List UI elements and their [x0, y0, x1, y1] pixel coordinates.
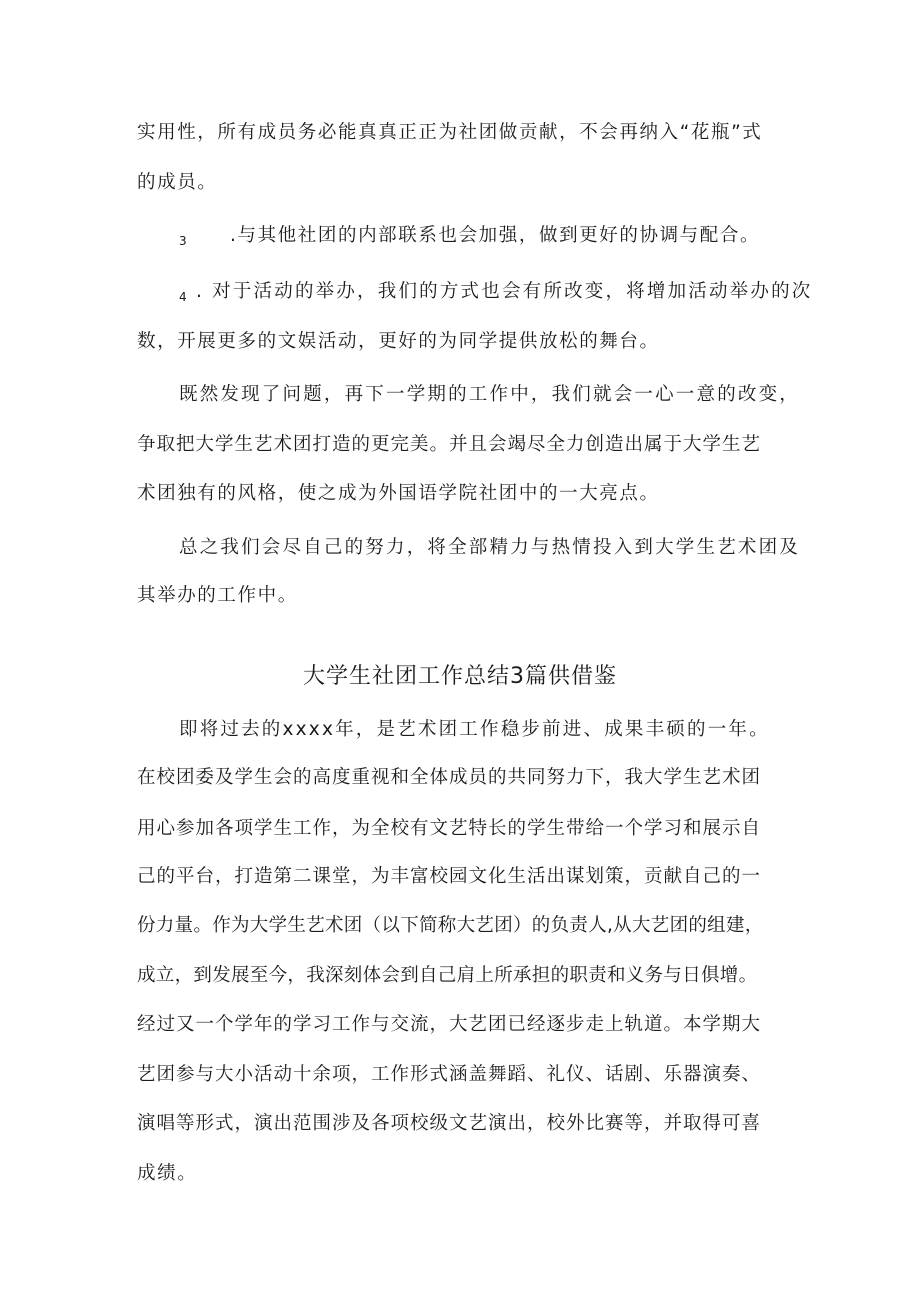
list-item-text: . 对于活动的举办，我们的方式也会有所改变，将增加活动举办的次 — [196, 281, 813, 302]
paragraph-line: 实用性，所有成员务必能真真正正为社团做贡献，不会再纳入“花瓶”式 — [137, 122, 763, 143]
paragraph-line: 演唱等形式，演出范围涉及各项校级文艺演出，校外比赛等，并取得可喜 — [137, 1113, 762, 1134]
paragraph-line: 既然发现了问题，再下一学期的工作中，我们就会一心一意的改变， — [179, 384, 801, 405]
list-item-text-continued: 数，开展更多的文娱活动，更好的为同学提供放松的舞台。 — [137, 331, 660, 352]
paragraph-line: 艺团参与大小活动十余项，工作形式涵盖舞蹈、礼仪、话剧、乐器演奏、 — [137, 1064, 762, 1085]
section-title: 大学生社团工作总结3篇供借鉴 — [303, 664, 617, 689]
list-item-number: 4 — [179, 290, 187, 304]
paragraph-line: 经过又一个学年的学习工作与交流，大艺团已经逐步走上轨道。本学期大 — [137, 1014, 762, 1035]
paragraph-line: 成绩。 — [137, 1163, 198, 1184]
paragraph-line: 总之我们会尽自己的努力，将全部精力与热情投入到大学生艺术团及 — [179, 537, 801, 558]
paragraph-line: 在校团委及学生会的高度重视和全体成员的共同努力下，我大学生艺术团 — [137, 767, 762, 788]
paragraph-line: 成立，到发展至今，我深刻体会到自己肩上所承担的职责和义务与日俱增。 — [137, 965, 758, 986]
paragraph-line: 份力量。作为大学生艺术团（以下简称大艺团）的负责人,从大艺团的组建， — [137, 915, 764, 936]
list-item-text: .与其他社团的内部联系也会加强，做到更好的协调与配合。 — [230, 225, 761, 246]
paragraph-line: 争取把大学生艺术团打造的更完美。并且会竭尽全力创造出属于大学生艺 — [137, 434, 762, 455]
paragraph-line: 即将过去的xxxx年，是艺术团工作稳步前进、成果丰硕的一年。 — [179, 719, 770, 740]
paragraph-line: 用心参加各项学生工作，为全校有文艺特长的学生带给一个学习和展示自 — [137, 818, 762, 839]
paragraph-line: 己的平台，打造第二课堂，为丰富校园文化生活出谋划策，贡献自己的一 — [137, 866, 762, 887]
paragraph-line: 其举办的工作中。 — [137, 585, 298, 606]
paragraph-line: 的成员。 — [137, 172, 218, 193]
paragraph-line: 术团独有的风格，使之成为外国语学院社团中的一大亮点。 — [137, 483, 660, 504]
list-item-number: 3 — [179, 234, 187, 248]
